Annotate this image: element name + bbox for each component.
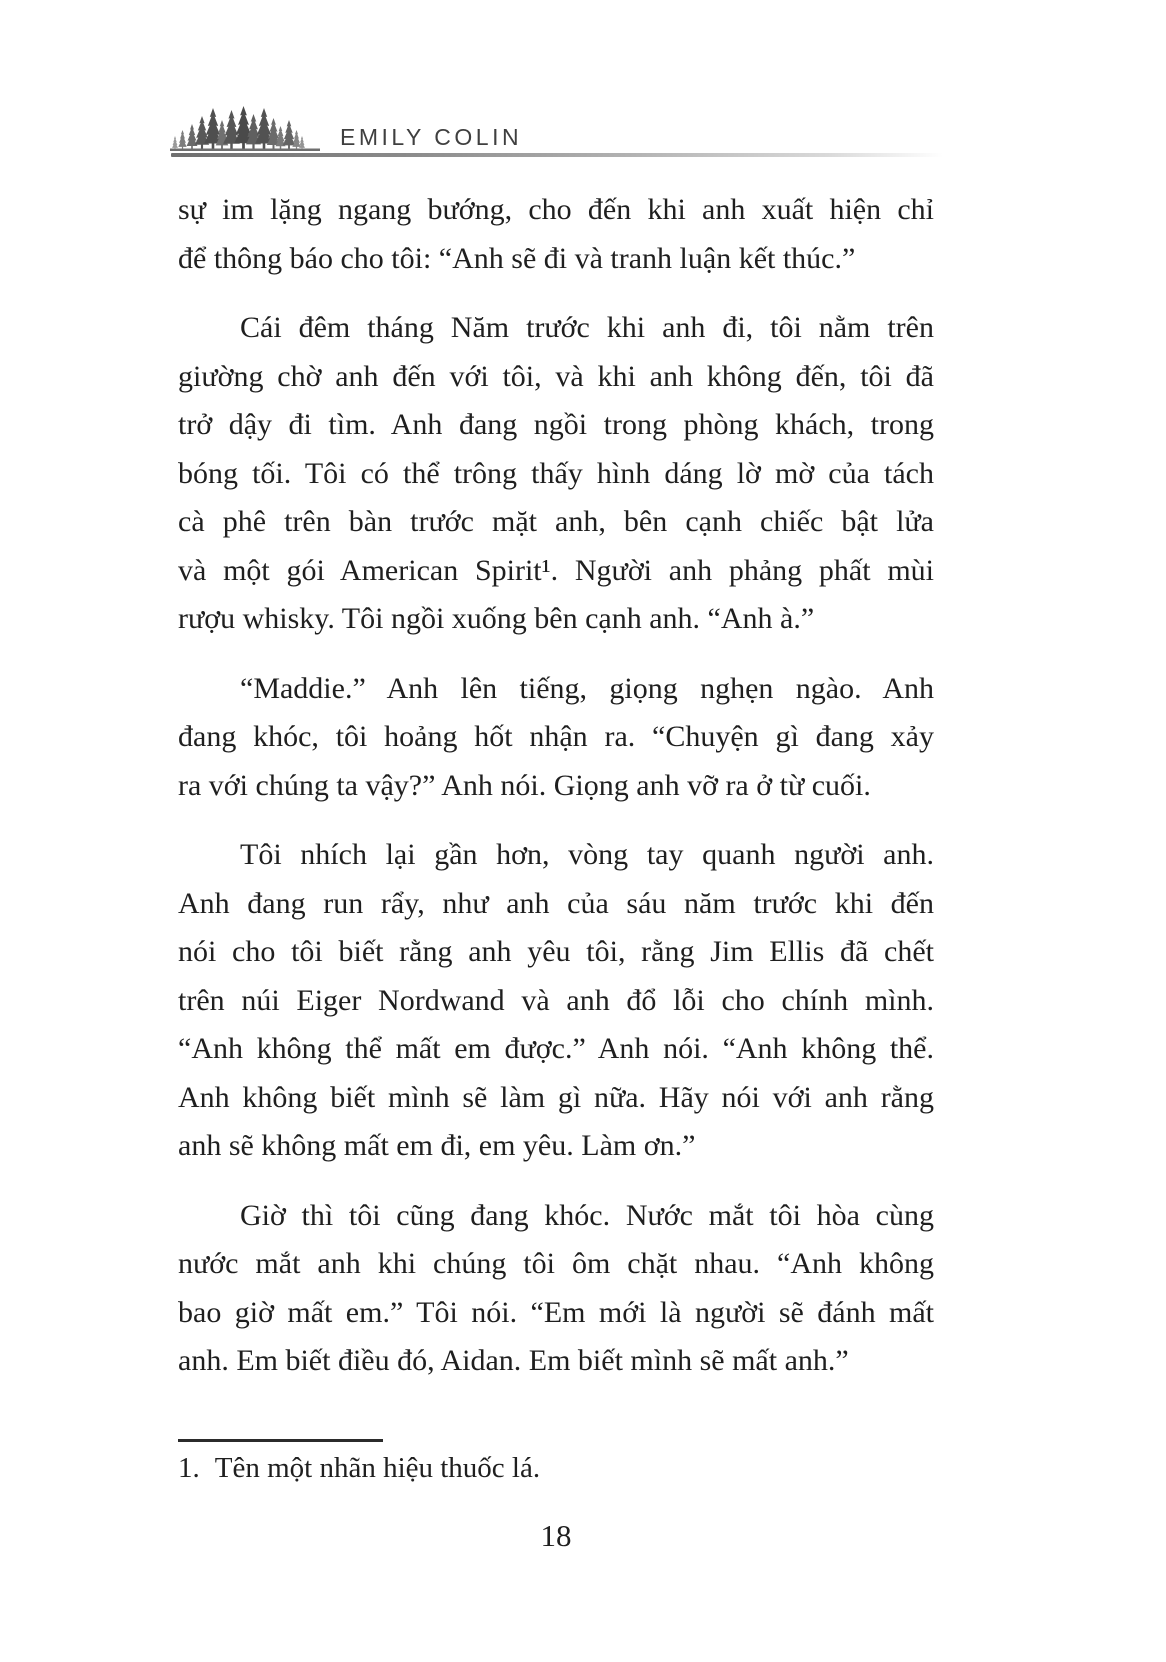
footnote-text: Tên một nhãn hiệu thuốc lá. [214,1452,541,1484]
page-number: 18 [540,1518,572,1553]
text-line: cà phê trên bàn trước mặt anh, bên cạnh chiếc bật lửa [178,505,934,538]
text-line: Anh đang run rẩy, như anh của sáu năm trước khi đến [178,886,934,920]
text-line: giường chờ anh đến với tôi, và khi anh không đến, tôi đã [178,359,934,393]
text-line: để thông báo cho tôi: “Anh sẽ đi và tranh luận kết thúc.” [178,241,856,275]
author-name: EMILY COLIN [340,124,523,150]
paragraph [178,304,934,644]
text-line: Anh không biết mình sẽ làm gì nữa. Hãy nói với anh rằng [178,1080,934,1114]
text-line: “Anh không thể mất em được.” Anh nói. “Anh không thể. [178,1032,934,1065]
text-line: và một gói American Spirit¹. Người anh phảng phất mùi [178,553,934,587]
text-line: Cái đêm tháng Năm trước khi anh đi, tôi nằm trên [240,311,934,344]
text-line: đang khóc, tôi hoảng hốt nhận ra. “Chuyện gì đang xảy [178,720,934,753]
text-line: trên núi Eiger Nordwand và anh đổ lỗi cho chính mình. [178,983,934,1017]
paragraph [178,665,934,811]
text-line: bóng tối. Tôi có thể trông thấy hình dáng lờ mờ của tách [178,456,934,490]
paragraph [178,831,934,1171]
footnote-divider [178,1439,383,1442]
text-line: ra với chúng ta vậy?” Anh nói. Giọng anh vỡ ra ở từ cuối. [178,768,871,802]
paragraph [178,1192,934,1386]
text-line: nói cho tôi biết rằng anh yêu tôi, rằng Jim Ellis đã chết [178,935,934,968]
text-line: anh sẽ không mất em đi, em yêu. Làm ơn.” [178,1129,696,1162]
text-line: “Maddie.” Anh lên tiếng, giọng nghẹn ngào. Anh [240,671,934,705]
footnote-marker: 1. [178,1452,200,1484]
body-text [178,186,934,1386]
text-line: Tôi nhích lại gần hơn, vòng tay quanh người anh. [240,838,934,871]
header-rule [171,153,943,157]
text-line: Giờ thì tôi cũng đang khóc. Nước mắt tôi hòa cùng [240,1198,934,1232]
text-line: trở dậy đi tìm. Anh đang ngồi trong phòng khách, trong [178,408,934,441]
text-line: rượu whisky. Tôi ngồi xuống bên cạnh anh. “Anh à.” [178,602,815,635]
text-line: bao giờ mất em.” Tôi nói. “Em mới là người sẽ đánh mất [178,1295,934,1329]
forest-decoration-icon [170,104,320,154]
paragraph [178,186,934,283]
text-line: anh. Em biết điều đó, Aidan. Em biết mình sẽ mất anh.” [178,1344,849,1377]
footnote [178,1448,934,1488]
text-line: sự im lặng ngang bướng, cho đến khi anh xuất hiện chỉ [178,193,934,226]
text-line: nước mắt anh khi chúng tôi ôm chặt nhau. “Anh không [178,1247,934,1280]
